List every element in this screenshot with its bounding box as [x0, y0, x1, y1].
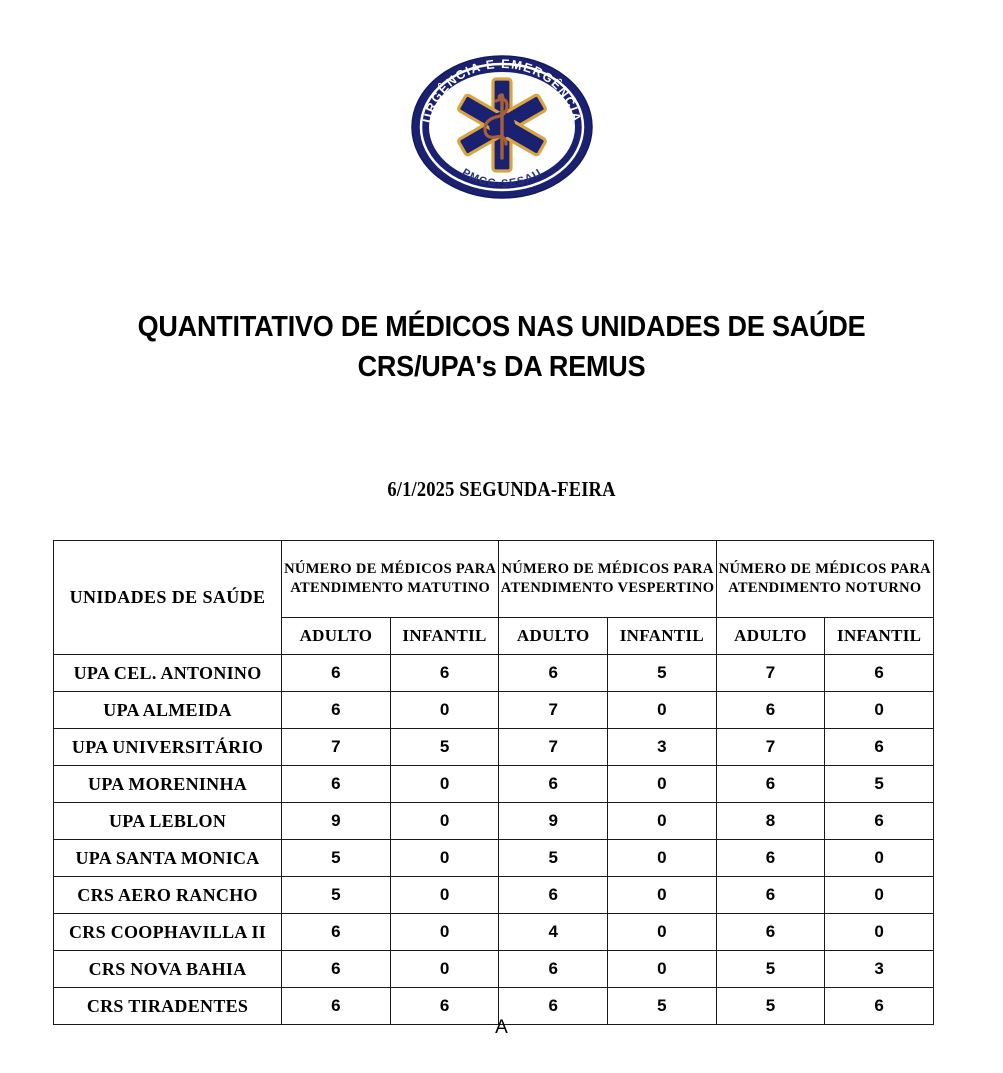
- count-noturno-infantil: 6: [825, 988, 934, 1025]
- count-noturno-infantil: 0: [825, 692, 934, 729]
- header-unidades-de-saude: UNIDADES DE SAÚDE: [54, 541, 282, 655]
- count-matutino-infantil: 0: [390, 692, 499, 729]
- count-noturno-adulto: 7: [716, 729, 825, 766]
- count-matutino-adulto: 6: [282, 988, 391, 1025]
- header-group-noturno: NÚMERO DE MÉDICOS PARA ATENDIMENTO NOTURNO: [716, 541, 933, 618]
- count-noturno-adulto: 7: [716, 655, 825, 692]
- subheader-noturno-adulto: ADULTO: [716, 618, 825, 655]
- count-noturno-infantil: 0: [825, 914, 934, 951]
- unit-name: UPA MORENINHA: [54, 766, 282, 803]
- count-matutino-infantil: 0: [390, 840, 499, 877]
- count-noturno-adulto: 6: [716, 840, 825, 877]
- count-noturno-infantil: 5: [825, 766, 934, 803]
- count-vespertino-adulto: 6: [499, 877, 608, 914]
- count-vespertino-infantil: 5: [608, 988, 717, 1025]
- count-matutino-infantil: 0: [390, 914, 499, 951]
- unit-name: CRS AERO RANCHO: [54, 877, 282, 914]
- count-matutino-infantil: 5: [390, 729, 499, 766]
- table-row: [54, 914, 934, 951]
- count-vespertino-adulto: 6: [499, 988, 608, 1025]
- table-row: [54, 766, 934, 803]
- count-vespertino-adulto: 6: [499, 951, 608, 988]
- count-matutino-adulto: 6: [282, 914, 391, 951]
- count-noturno-adulto: 6: [716, 766, 825, 803]
- table-row: [54, 951, 934, 988]
- page-title-line-1: QUANTITATIVO DE MÉDICOS NAS UNIDADES DE SAÚDE: [137, 311, 866, 344]
- count-noturno-infantil: 6: [825, 729, 934, 766]
- table-row: [54, 877, 934, 914]
- footer-mark: A: [495, 1017, 508, 1038]
- count-noturno-infantil: 0: [825, 877, 934, 914]
- unit-name: UPA LEBLON: [54, 803, 282, 840]
- count-vespertino-adulto: 5: [499, 840, 608, 877]
- count-vespertino-infantil: 3: [608, 729, 717, 766]
- count-matutino-adulto: 6: [282, 692, 391, 729]
- count-matutino-infantil: 0: [390, 766, 499, 803]
- unit-name: UPA UNIVERSITÁRIO: [54, 729, 282, 766]
- unit-name: CRS TIRADENTES: [54, 988, 282, 1025]
- subheader-vespertino-adulto: ADULTO: [499, 618, 608, 655]
- count-matutino-adulto: 5: [282, 877, 391, 914]
- count-matutino-infantil: 0: [390, 951, 499, 988]
- table-row: [54, 729, 934, 766]
- count-vespertino-adulto: 6: [499, 655, 608, 692]
- count-matutino-infantil: 6: [390, 988, 499, 1025]
- table-row: [54, 803, 934, 840]
- count-matutino-adulto: 9: [282, 803, 391, 840]
- doctors-table-container: [53, 540, 934, 1025]
- logo-container: [0, 52, 1003, 202]
- count-vespertino-infantil: 0: [608, 766, 717, 803]
- logo-top-text: URGÊNCIA E EMERGÊNCIA: [419, 56, 584, 125]
- table-row: [54, 692, 934, 729]
- count-matutino-adulto: 6: [282, 951, 391, 988]
- unit-name: UPA CEL. ANTONINO: [54, 655, 282, 692]
- report-date: 6/1/2025 SEGUNDA-FEIRA: [387, 477, 616, 501]
- page-title: [35, 307, 968, 387]
- count-vespertino-infantil: 0: [608, 803, 717, 840]
- subheader-noturno-infantil: INFANTIL: [825, 618, 934, 655]
- count-noturno-infantil: 6: [825, 655, 934, 692]
- doctors-count-table: [53, 540, 934, 1025]
- count-vespertino-adulto: 9: [499, 803, 608, 840]
- count-vespertino-adulto: 7: [499, 692, 608, 729]
- count-noturno-adulto: 6: [716, 692, 825, 729]
- table-row: [54, 840, 934, 877]
- count-matutino-adulto: 6: [282, 766, 391, 803]
- count-matutino-infantil: 0: [390, 803, 499, 840]
- count-noturno-infantil: 6: [825, 803, 934, 840]
- count-vespertino-adulto: 6: [499, 766, 608, 803]
- count-matutino-adulto: 5: [282, 840, 391, 877]
- count-noturno-infantil: 0: [825, 840, 934, 877]
- count-matutino-infantil: 0: [390, 877, 499, 914]
- unit-name: CRS NOVA BAHIA: [54, 951, 282, 988]
- page-title-line-2: CRS/UPA's DA REMUS: [357, 351, 646, 384]
- unit-name: UPA SANTA MONICA: [54, 840, 282, 877]
- count-vespertino-infantil: 0: [608, 692, 717, 729]
- count-matutino-adulto: 7: [282, 729, 391, 766]
- unit-name: UPA ALMEIDA: [54, 692, 282, 729]
- count-noturno-infantil: 3: [825, 951, 934, 988]
- header-group-matutino: NÚMERO DE MÉDICOS PARA ATENDIMENTO MATUTINO: [282, 541, 499, 618]
- table-body: [54, 655, 934, 1025]
- table-row: [54, 655, 934, 692]
- count-noturno-adulto: 5: [716, 951, 825, 988]
- count-vespertino-infantil: 0: [608, 951, 717, 988]
- count-noturno-adulto: 6: [716, 914, 825, 951]
- header-group-vespertino: NÚMERO DE MÉDICOS PARA ATENDIMENTO VESPERTINO: [499, 541, 716, 618]
- unit-name: CRS COOPHAVILLA II: [54, 914, 282, 951]
- count-vespertino-adulto: 7: [499, 729, 608, 766]
- count-vespertino-adulto: 4: [499, 914, 608, 951]
- count-vespertino-infantil: 0: [608, 877, 717, 914]
- count-matutino-infantil: 6: [390, 655, 499, 692]
- subheader-matutino-infantil: INFANTIL: [390, 618, 499, 655]
- count-noturno-adulto: 5: [716, 988, 825, 1025]
- logo-bottom-text: PMCG-SESAU: [459, 166, 544, 191]
- table-header-row-groups: [54, 541, 934, 618]
- count-vespertino-infantil: 5: [608, 655, 717, 692]
- count-matutino-adulto: 6: [282, 655, 391, 692]
- count-noturno-adulto: 6: [716, 877, 825, 914]
- count-vespertino-infantil: 0: [608, 840, 717, 877]
- subheader-matutino-adulto: ADULTO: [282, 618, 391, 655]
- count-noturno-adulto: 8: [716, 803, 825, 840]
- urgencia-emergencia-logo: [407, 52, 597, 202]
- subheader-vespertino-infantil: INFANTIL: [608, 618, 717, 655]
- count-vespertino-infantil: 0: [608, 914, 717, 951]
